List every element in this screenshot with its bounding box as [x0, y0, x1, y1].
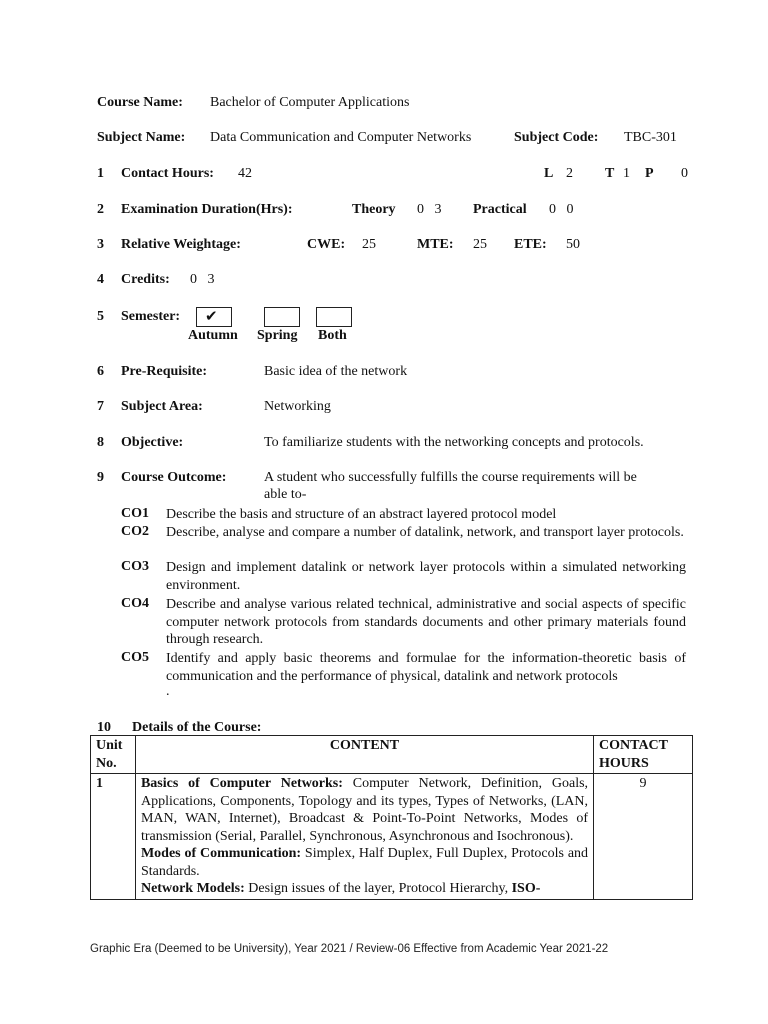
item-number: 3 — [97, 237, 104, 252]
item-number: 6 — [97, 364, 104, 379]
co-text: Design and implement datalink or network layer protocols within a simulated networking environment. — [166, 560, 686, 593]
unit-hours: 9 — [594, 774, 693, 900]
co-text: Describe, analyse and compare a number of datalink, network, and transport layer protocols. — [166, 525, 684, 540]
col-unit-header: Unit No. — [91, 736, 136, 774]
item-number: 7 — [97, 399, 104, 414]
item-number: 9 — [97, 470, 104, 485]
topic-heading: Basics of Computer Networks: — [140, 776, 343, 791]
semester-both-checkbox[interactable] — [316, 307, 352, 327]
unit-content — [135, 774, 593, 900]
semester-spring-label: Spring — [257, 328, 298, 343]
course-details-table — [90, 735, 693, 900]
t-label: T — [605, 166, 615, 181]
item-number: 8 — [97, 435, 104, 450]
l-value: 2 — [566, 166, 573, 181]
course-outcome-intro: A student who successfully fulfills the course requirements will be — [264, 470, 637, 485]
t-value: 1 — [623, 166, 630, 181]
credits-value: 0 3 — [190, 272, 215, 287]
details-title: Details of the Course: — [132, 720, 262, 735]
table-row — [91, 774, 693, 900]
prerequisite-value: Basic idea of the network — [264, 364, 408, 379]
contact-hours-label: Contact Hours: — [121, 166, 214, 181]
item-number: 5 — [97, 309, 104, 324]
prerequisite-label: Pre-Requisite: — [121, 364, 208, 379]
subject-area-value: Networking — [264, 399, 331, 414]
topic-text: Design issues of the layer, Protocol Hierarchy, — [244, 881, 512, 896]
p-value: 0 — [681, 166, 688, 181]
item-number: 10 — [97, 720, 111, 735]
page-footer: Graphic Era (Deemed to be University), Year 2021 / Review-06 Effective from Academic Year 2021-22 — [90, 943, 609, 955]
co-code: CO4 — [121, 596, 149, 611]
objective-value: To familiarize students with the networking concepts and protocols. — [264, 435, 644, 450]
p-label: P — [645, 166, 654, 181]
check-icon: ✔ — [205, 307, 218, 325]
course-outcome-label: Course Outcome: — [121, 470, 227, 485]
unit-number: 1 — [91, 774, 136, 900]
co-text: Describe and analyse various related technical, administrative and social aspects of specific computer network protocols from standards documents and other primary materials found through research. — [166, 597, 686, 647]
subject-area-label: Subject Area: — [121, 399, 203, 414]
cwe-value: 25 — [362, 237, 376, 252]
cwe-label: CWE: — [307, 237, 346, 252]
col-hours-header: CONTACT HOURS — [594, 736, 693, 774]
topic-heading: ISO- — [511, 881, 541, 896]
table-header-row — [91, 736, 693, 774]
subject-name-value: Data Communication and Computer Networks — [210, 130, 472, 145]
practical-label: Practical — [473, 202, 527, 217]
semester-autumn-checkbox[interactable] — [196, 307, 232, 327]
co-code: CO5 — [121, 650, 149, 665]
practical-value: 0 0 — [549, 202, 574, 217]
co-code: CO1 — [121, 506, 149, 521]
course-outcome-intro-cont: able to- — [264, 487, 307, 502]
semester-label: Semester: — [121, 309, 181, 324]
mte-value: 25 — [473, 237, 487, 252]
exam-duration-label: Examination Duration(Hrs): — [121, 202, 293, 217]
item-number: 2 — [97, 202, 104, 217]
semester-both-label: Both — [318, 328, 347, 343]
course-name-label: Course Name: — [97, 95, 183, 110]
outcome-trailing-dot: . — [166, 684, 170, 699]
co-code: CO3 — [121, 559, 149, 574]
credits-label: Credits: — [121, 272, 170, 287]
ete-value: 50 — [566, 237, 580, 252]
col-content-header: CONTENT — [135, 736, 593, 774]
semester-spring-checkbox[interactable] — [264, 307, 300, 327]
subject-code-label: Subject Code: — [514, 130, 599, 145]
subject-name-label: Subject Name: — [97, 130, 186, 145]
contact-hours-value: 42 — [238, 166, 252, 181]
topic-text: Computer Network, Definition, Goals, Applications, Components, Topology and its types, Types of Networks, (LAN, MAN, WAN, Internet), Broadcast & Point-To-Point Networks, Modes of transmission (Serial, Parallel, Synchronous, Asynchronous and Isochronous). — [140, 776, 589, 844]
theory-label: Theory — [352, 202, 396, 217]
co-code: CO2 — [121, 524, 149, 539]
mte-label: MTE: — [417, 237, 454, 252]
subject-code-value: TBC-301 — [624, 130, 677, 145]
ete-label: ETE: — [514, 237, 547, 252]
semester-autumn-label: Autumn — [188, 328, 238, 343]
item-number: 4 — [97, 272, 104, 287]
topic-heading: Modes of Communication: — [140, 846, 302, 861]
objective-label: Objective: — [121, 435, 184, 450]
item-number: 1 — [97, 166, 104, 181]
relative-weightage-label: Relative Weightage: — [121, 237, 241, 252]
topic-text: Simplex, Half Duplex, Full Duplex, Protocols and Standards. — [140, 846, 589, 879]
theory-value: 0 3 — [417, 202, 442, 217]
course-name-value: Bachelor of Computer Applications — [210, 95, 410, 110]
topic-heading: Network Models: — [140, 881, 245, 896]
l-label: L — [544, 166, 554, 181]
co-text: Identify and apply basic theorems and formulae for the information-theoretic basis of communication and the performance of physical, datalink and network protocols — [166, 651, 686, 684]
co-text: Describe the basis and structure of an abstract layered protocol model — [166, 507, 557, 522]
